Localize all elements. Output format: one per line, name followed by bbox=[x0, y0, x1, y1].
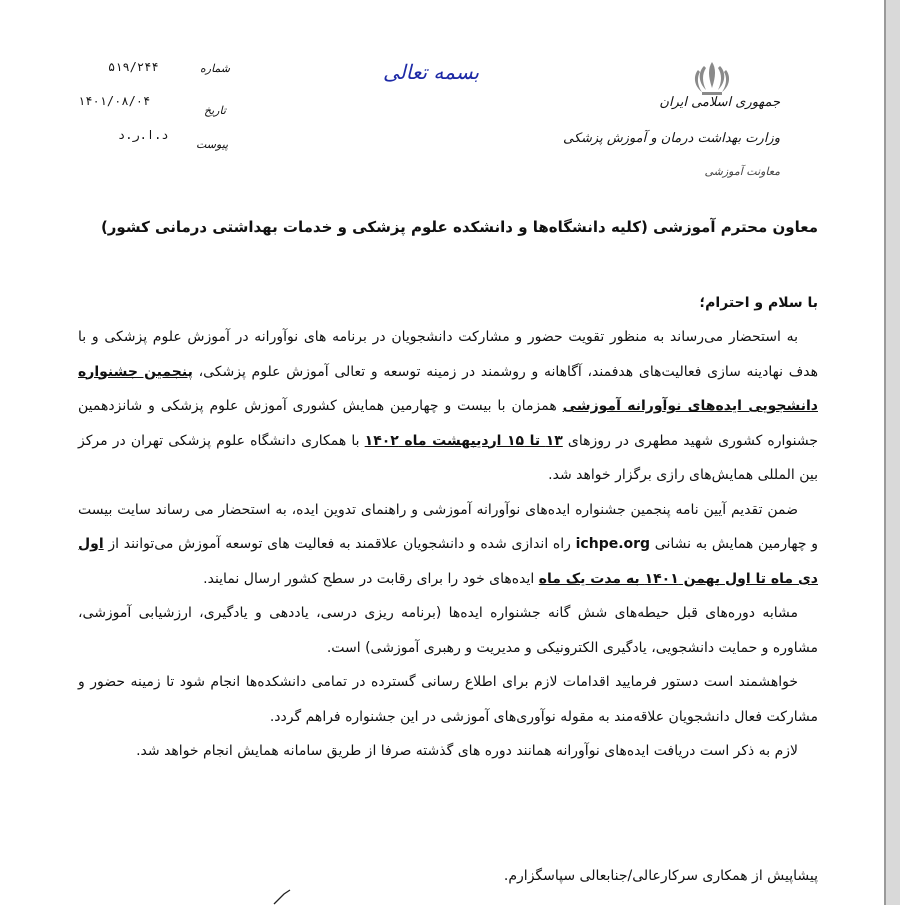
paragraph-2 bbox=[78, 493, 818, 597]
greeting: با سلام و احترام؛ bbox=[699, 295, 818, 311]
paragraph-3: مشابه دوره‌های قبل حیطه‌های شش گانه جشنواره ایده‌ها (برنامه ریزی درسی، یاددهی و یادگیری، ارزشیابی آموزشی، مشاوره و حمایت دانشجویی، یادگیری الکترونیکی و مدیریت و رهبری آموزشی) است. bbox=[78, 605, 818, 656]
basmala: بسمه تعالی bbox=[383, 60, 480, 84]
p2-text-d: ایده‌های خود را برای رقابت در سطح کشور ارسال نمایند. bbox=[203, 570, 539, 587]
paragraph-4: خواهشمند است دستور فرمایید اقدامات لازم برای اطلاع رسانی گسترده در تمامی دانشکده‌ها انجام شود تا زمینه حضور و مشارکت فعال دانشجویان علاقه‌مند به مقوله نوآوری‌های آموزشی در این جشنواره فراهم گردد. bbox=[78, 674, 818, 725]
paragraph-1 bbox=[78, 320, 818, 493]
submission-period: اول دی ماه تا اول بهمن ۱۴۰۱ به مدت یک ماه bbox=[78, 536, 818, 587]
letter-meta bbox=[78, 60, 238, 170]
attachment-value: د.ا.ر.د bbox=[118, 128, 169, 142]
closing-line: پیشاپیش از همکاری سرکارعالی/جنابعالی سپاسگزارم. bbox=[503, 868, 818, 884]
letter-body bbox=[78, 320, 818, 769]
number-label: شماره bbox=[200, 62, 231, 75]
iran-emblem-icon bbox=[690, 58, 734, 98]
p2-text-b: راه اندازی شده و دانشجویان علاقمند به فعالیت های توسعه آموزش می‌توانند از bbox=[103, 536, 576, 552]
paragraph-5: لازم به ذکر است دریافت ایده‌های نوآورانه همانند دوره های گذشته صرفا از طریق سامانه همایش انجام خواهد شد. bbox=[136, 743, 798, 759]
date-label: تاریخ bbox=[204, 104, 226, 117]
p2-text-a: ضمن تقدیم آیین نامه پنجمین جشنواره ایده‌های نوآورانه آموزشی و راهنمای تدوین ایده، به استحضار می رساند سایت بیست و چهارمین همایش به نشانی bbox=[78, 501, 818, 552]
ministry-line-1: جمهوری اسلامی ایران bbox=[659, 95, 780, 110]
event-dates: ۱۳ تا ۱۵ اردیبهشت ماه ۱۴۰۲ bbox=[364, 432, 563, 449]
addressee: معاون محترم آموزشی (کلیه دانشگاه‌ها و دانشکده علوم پزشکی و خدمات بهداشتی درمانی کشور) bbox=[100, 218, 818, 236]
ministry-line-2: وزارت بهداشت درمان و آموزش پزشکی bbox=[562, 131, 780, 146]
number-value: ۵۱۹/۲۴۴ bbox=[108, 60, 159, 74]
attachment-label: پیوست bbox=[196, 138, 229, 151]
p1-text-c: همزمان با بیست و چهارمین همایش کشوری آموزش علوم پزشکی و شانزدهمین جشنواره کشوری شهید مطهری در روزهای bbox=[78, 398, 818, 449]
festival-name: پنجمین جشنواره دانشجویی ایده‌های نوآورانه آموزشی bbox=[78, 363, 818, 414]
window-edge bbox=[884, 0, 900, 905]
date-value: ۱۴۰۱/۰۸/۰۴ bbox=[78, 94, 151, 108]
ministry-line-3: معاونت آموزشی bbox=[704, 165, 780, 178]
p1-text-a: به استحضار می‌رساند به منظور تقویت حضور و مشارکت دانشجویان در برنامه های نوآورانه در آموزش علوم پزشکی و با هدف نهادینه سازی فعالیت‌های هدفمند، آگاهانه و روشمند در زمینه توسعه و تعالی آموزش علوم پزشکی، bbox=[78, 329, 818, 380]
signature-mark-icon bbox=[272, 888, 292, 905]
website-link[interactable]: ichpe.org bbox=[575, 536, 651, 552]
p1-text-e: با همکاری دانشگاه علوم پزشکی تهران در مرکز بین المللی همایش‌های رازی برگزار خواهد شد. bbox=[78, 432, 818, 483]
